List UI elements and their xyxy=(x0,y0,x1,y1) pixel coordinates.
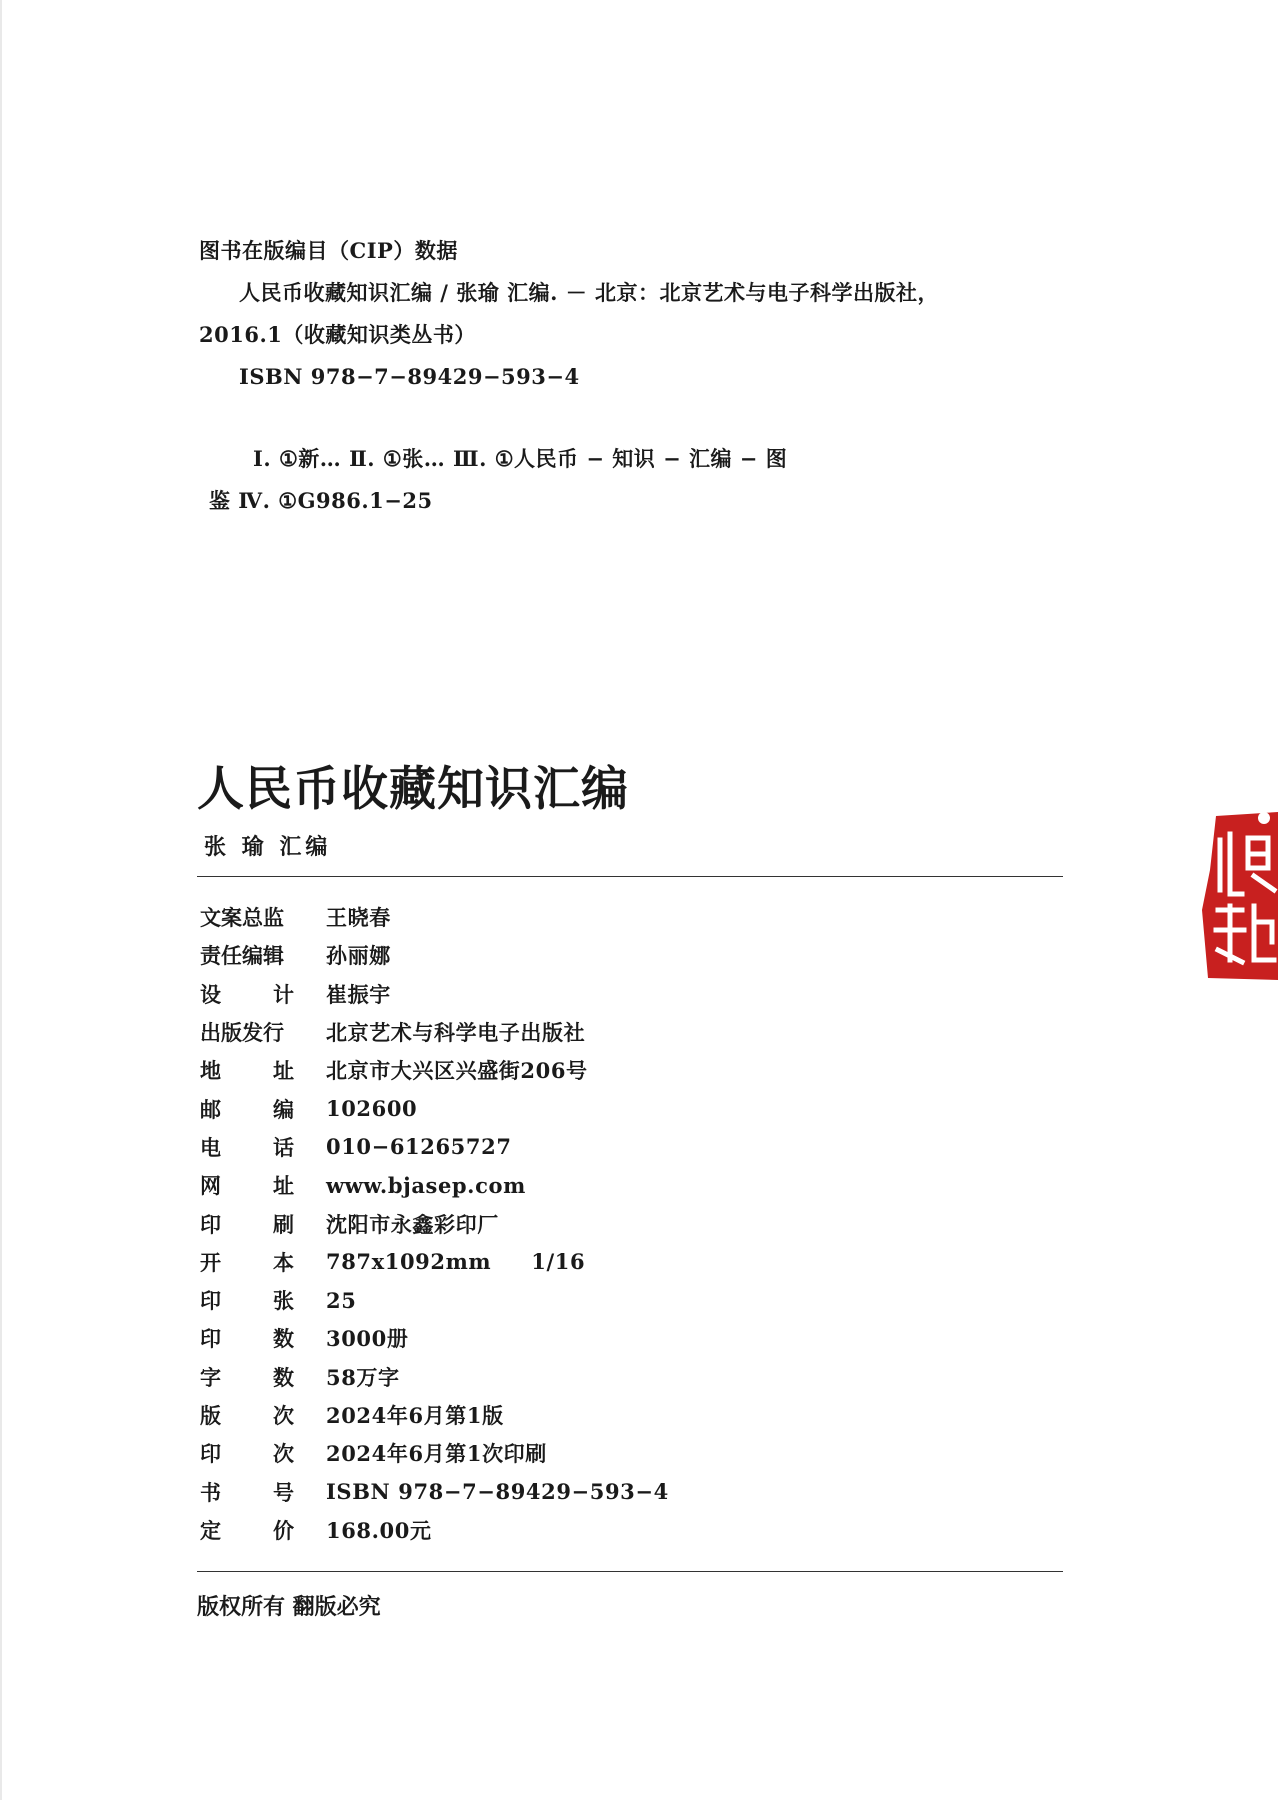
imprint-label xyxy=(200,902,294,932)
imprint-label xyxy=(200,940,294,970)
imprint-label-text: 网 xyxy=(200,1173,221,1199)
imprint-value xyxy=(326,979,391,1009)
imprint-label-text: 出版发行 xyxy=(200,1020,284,1046)
imprint-label-text: 文案总监 xyxy=(200,905,284,931)
imprint-label-text: 刷 xyxy=(273,1211,294,1237)
imprint-value-text: ISBN 978−7−89429−593−4 xyxy=(326,1479,669,1505)
cip-isbn: ISBN 978−7−89429−593−4 xyxy=(239,364,580,389)
imprint-row xyxy=(200,1511,900,1549)
imprint-row xyxy=(200,936,900,974)
imprint-value xyxy=(326,940,391,970)
imprint-label xyxy=(200,1400,294,1430)
imprint-label-text: 址 xyxy=(273,1173,294,1199)
imprint-label xyxy=(200,1132,294,1162)
imprint-label-text: 地 xyxy=(200,1058,221,1084)
imprint-label xyxy=(200,1515,294,1545)
imprint-label-text: 编 xyxy=(273,1096,294,1122)
imprint-value xyxy=(326,1479,669,1504)
imprint-label-text: 数 xyxy=(273,1364,294,1390)
imprint-value-text: 25 xyxy=(326,1287,357,1313)
page-edge xyxy=(0,0,2,1800)
imprint-row xyxy=(200,1319,900,1357)
imprint-value-text: 168.00元 xyxy=(326,1517,432,1543)
cip-classification-line-2: 鉴 Ⅳ. ①G986.1−25 xyxy=(209,488,433,513)
imprint-label-text: 设 xyxy=(200,981,221,1007)
copyright-notice: 版权所有 翻版必究 xyxy=(197,1594,381,1620)
imprint-row xyxy=(200,1204,900,1242)
imprint-label-text: 价 xyxy=(273,1517,294,1543)
imprint-value-text: 2024年6月第1版 xyxy=(326,1403,504,1428)
imprint-row xyxy=(200,1243,900,1281)
imprint-label xyxy=(200,1094,294,1124)
imprint-value xyxy=(326,1323,408,1353)
imprint-row xyxy=(200,1396,900,1434)
imprint-value-text: 北京市大兴区兴盛街206号 xyxy=(326,1058,588,1084)
imprint-label-text: 次 xyxy=(273,1441,294,1467)
imprint-row xyxy=(200,1128,900,1166)
imprint-value-text: www.bjasep.com xyxy=(326,1172,526,1198)
imprint-label-text: 址 xyxy=(273,1058,294,1084)
imprint-row xyxy=(200,1166,900,1204)
imprint-row xyxy=(200,1472,900,1510)
imprint-row xyxy=(200,1358,900,1396)
imprint-value-text: 102600 xyxy=(326,1096,418,1122)
cip-date-line: 2016.1（收藏知识类丛书） xyxy=(199,322,476,347)
imprint-label xyxy=(200,1247,294,1277)
imprint-value xyxy=(326,1400,504,1430)
imprint-label xyxy=(200,1055,294,1085)
imprint-value-text: 北京艺术与科学电子出版社 xyxy=(326,1020,586,1046)
imprint-value-text: 787x1092mm xyxy=(326,1249,492,1275)
imprint-label-text: 定 xyxy=(200,1517,221,1543)
imprint-label xyxy=(200,1477,294,1507)
imprint-label-text: 数 xyxy=(273,1326,294,1352)
imprint-row xyxy=(200,898,900,936)
imprint-value xyxy=(326,1134,512,1159)
imprint-row xyxy=(200,1013,900,1051)
divider-top xyxy=(197,876,1063,877)
imprint-value xyxy=(326,1438,547,1468)
imprint-label xyxy=(200,1285,294,1315)
imprint-label xyxy=(200,979,294,1009)
imprint-value xyxy=(326,1288,356,1313)
imprint-label-text: 印 xyxy=(200,1288,221,1314)
divider-bottom xyxy=(197,1571,1063,1572)
imprint-value xyxy=(326,1017,585,1047)
imprint-row xyxy=(200,1281,900,1319)
imprint-value-text: 3000册 xyxy=(326,1326,409,1352)
imprint-label xyxy=(200,1438,294,1468)
imprint-value-text: 沈阳市永鑫彩印厂 xyxy=(326,1211,499,1237)
imprint-value-text: 010−61265727 xyxy=(326,1134,512,1160)
imprint-value xyxy=(326,1096,417,1121)
imprint-label-text: 字 xyxy=(200,1364,221,1390)
imprint-label-text: 印 xyxy=(200,1211,221,1237)
cip-data-block xyxy=(199,230,1079,522)
book-title: 人民币收藏知识汇编 xyxy=(197,762,629,817)
imprint-value xyxy=(326,1362,400,1392)
imprint-label-text: 张 xyxy=(273,1288,294,1314)
imprint-row xyxy=(200,1051,900,1089)
imprint-value xyxy=(326,1209,499,1239)
imprint-value-text: 王晓春 xyxy=(326,905,391,931)
imprint-label-text: 次 xyxy=(273,1403,294,1428)
imprint-label xyxy=(200,1017,294,1047)
cip-header: 图书在版编目（CIP）数据 xyxy=(199,238,458,263)
imprint-label-text: 印 xyxy=(200,1441,221,1467)
imprint-value xyxy=(326,902,391,932)
imprint-label-text: 开 xyxy=(200,1249,221,1275)
imprint-label-text: 本 xyxy=(273,1249,294,1275)
imprint-row xyxy=(200,1089,900,1127)
cip-classification-line-1: Ⅰ. ①新… Ⅱ. ①张… Ⅲ. ①人民币 − 知识 − 汇编 − 图 xyxy=(253,446,788,471)
cip-title-line: 人民币收藏知识汇编 / 张瑜 汇编. － 北京：北京艺术与电子科学出版社， xyxy=(239,280,940,305)
imprint-label-text: 印 xyxy=(200,1326,221,1352)
imprint-label-text: 号 xyxy=(273,1479,294,1505)
imprint-table xyxy=(200,898,900,1549)
imprint-value xyxy=(326,1055,588,1085)
imprint-label-text: 话 xyxy=(273,1134,294,1160)
imprint-label-text: 书 xyxy=(200,1479,221,1505)
imprint-label xyxy=(200,1170,294,1200)
imprint-value-text: 58万字 xyxy=(326,1364,400,1390)
imprint-value-text: 崔振宇 xyxy=(326,981,391,1007)
imprint-row xyxy=(200,975,900,1013)
imprint-label xyxy=(200,1362,294,1392)
imprint-row xyxy=(200,1434,900,1472)
book-author: 张 瑜 汇编 xyxy=(204,834,332,860)
imprint-label xyxy=(200,1209,294,1239)
imprint-value xyxy=(326,1173,526,1198)
imprint-label-text: 计 xyxy=(273,981,294,1007)
imprint-value xyxy=(326,1249,585,1274)
imprint-value xyxy=(326,1515,432,1545)
imprint-label-text: 版 xyxy=(200,1403,221,1428)
imprint-label xyxy=(200,1323,294,1353)
imprint-value-text-secondary: 1/16 xyxy=(531,1249,586,1275)
red-seal-stamp-icon xyxy=(1198,810,1278,982)
imprint-label-text: 责任编辑 xyxy=(200,943,284,969)
imprint-value-text: 孙丽娜 xyxy=(326,943,391,969)
imprint-label-text: 邮 xyxy=(200,1096,221,1122)
imprint-label-text: 电 xyxy=(200,1134,221,1160)
imprint-value-text: 2024年6月第1次印刷 xyxy=(326,1441,547,1467)
